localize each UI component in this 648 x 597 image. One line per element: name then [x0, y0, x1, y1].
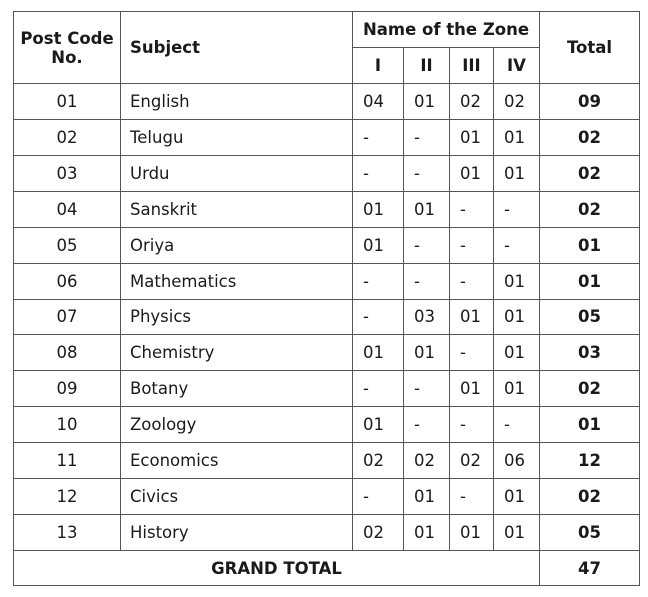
total-cell: 03: [540, 335, 640, 371]
total-cell: 12: [540, 443, 640, 479]
zone-cell: -: [353, 119, 404, 155]
total-cell: 02: [540, 119, 640, 155]
post-code-cell: 02: [14, 119, 121, 155]
zone-cell: 01: [404, 335, 450, 371]
zone-cell: 01: [404, 191, 450, 227]
subject-cell: English: [121, 84, 353, 120]
zone-cell: -: [450, 263, 494, 299]
header-zone: II: [404, 48, 450, 84]
zone-cell: -: [494, 407, 540, 443]
zone-cell: 01: [494, 515, 540, 551]
subject-cell: Urdu: [121, 155, 353, 191]
zone-cell: 01: [494, 299, 540, 335]
total-cell: 02: [540, 191, 640, 227]
zone-cell: -: [404, 371, 450, 407]
header-zone: I: [353, 48, 404, 84]
zone-cell: 02: [353, 515, 404, 551]
zone-cell: -: [353, 299, 404, 335]
zone-cell: 02: [450, 84, 494, 120]
post-code-cell: 10: [14, 407, 121, 443]
zone-cell: -: [450, 407, 494, 443]
header-post-code: Post Code No.: [14, 12, 121, 84]
zone-cell: -: [450, 191, 494, 227]
subject-cell: Mathematics: [121, 263, 353, 299]
zone-cell: 01: [450, 515, 494, 551]
post-code-cell: 07: [14, 299, 121, 335]
header-total: Total: [540, 12, 640, 84]
table-row: [14, 299, 640, 335]
zone-cell: 02: [450, 443, 494, 479]
post-code-cell: 12: [14, 479, 121, 515]
header-subject: Subject: [121, 12, 353, 84]
subject-cell: Civics: [121, 479, 353, 515]
table-row: [14, 227, 640, 263]
post-code-cell: 03: [14, 155, 121, 191]
total-cell: 09: [540, 84, 640, 120]
subject-cell: Telugu: [121, 119, 353, 155]
zone-cell: -: [353, 155, 404, 191]
post-code-cell: 09: [14, 371, 121, 407]
zone-cell: 01: [494, 335, 540, 371]
zone-cell: 01: [353, 191, 404, 227]
zone-cell: 01: [353, 227, 404, 263]
zone-cell: 01: [450, 371, 494, 407]
subject-cell: Botany: [121, 371, 353, 407]
zone-cell: -: [450, 335, 494, 371]
subject-cell: History: [121, 515, 353, 551]
total-cell: 02: [540, 155, 640, 191]
header-zone-group: Name of the Zone: [353, 12, 540, 48]
zone-cell: -: [404, 155, 450, 191]
table-row: [14, 515, 640, 551]
grand-total-value: 47: [540, 551, 640, 586]
zone-cell: -: [353, 263, 404, 299]
post-code-cell: 01: [14, 84, 121, 120]
grand-total-row: [14, 551, 640, 586]
zone-cell: 04: [353, 84, 404, 120]
zone-cell: 01: [494, 119, 540, 155]
total-cell: 01: [540, 407, 640, 443]
total-cell: 02: [540, 479, 640, 515]
total-cell: 01: [540, 263, 640, 299]
zone-cell: 01: [404, 515, 450, 551]
zone-cell: -: [404, 119, 450, 155]
subject-cell: Oriya: [121, 227, 353, 263]
zone-cell: 01: [450, 299, 494, 335]
post-code-cell: 11: [14, 443, 121, 479]
total-cell: 02: [540, 371, 640, 407]
zone-cell: 01: [494, 155, 540, 191]
table-row: [14, 335, 640, 371]
table-row: [14, 84, 640, 120]
zone-cell: -: [353, 479, 404, 515]
post-code-cell: 13: [14, 515, 121, 551]
zone-cell: 01: [353, 407, 404, 443]
table-row: [14, 263, 640, 299]
total-cell: 05: [540, 515, 640, 551]
table-row: [14, 371, 640, 407]
post-code-cell: 06: [14, 263, 121, 299]
zone-cell: 01: [404, 479, 450, 515]
zone-cell: -: [450, 479, 494, 515]
header-zone: III: [450, 48, 494, 84]
header-zone: IV: [494, 48, 540, 84]
zone-cell: 01: [450, 155, 494, 191]
subject-cell: Physics: [121, 299, 353, 335]
zone-cell: -: [404, 407, 450, 443]
table-row: [14, 155, 640, 191]
grand-total-label: GRAND TOTAL: [14, 551, 540, 586]
zone-cell: 01: [494, 263, 540, 299]
subject-cell: Economics: [121, 443, 353, 479]
zone-cell: -: [450, 227, 494, 263]
table-row: [14, 407, 640, 443]
zone-cell: -: [404, 263, 450, 299]
vacancy-table: [13, 11, 640, 586]
zone-cell: -: [353, 371, 404, 407]
zone-cell: -: [494, 191, 540, 227]
zone-cell: 06: [494, 443, 540, 479]
zone-cell: -: [494, 227, 540, 263]
table-row: [14, 479, 640, 515]
zone-cell: 01: [353, 335, 404, 371]
table-body: [14, 84, 640, 551]
zone-cell: 01: [450, 119, 494, 155]
zone-cell: 03: [404, 299, 450, 335]
zone-cell: 01: [494, 479, 540, 515]
zone-cell: 01: [494, 371, 540, 407]
table-row: [14, 191, 640, 227]
subject-cell: Chemistry: [121, 335, 353, 371]
post-code-cell: 04: [14, 191, 121, 227]
zone-cell: 02: [494, 84, 540, 120]
post-code-cell: 08: [14, 335, 121, 371]
post-code-cell: 05: [14, 227, 121, 263]
zone-cell: 02: [404, 443, 450, 479]
zone-cell: 01: [404, 84, 450, 120]
subject-cell: Zoology: [121, 407, 353, 443]
table-row: [14, 443, 640, 479]
subject-cell: Sanskrit: [121, 191, 353, 227]
zone-cell: 02: [353, 443, 404, 479]
zone-cell: -: [404, 227, 450, 263]
table-row: [14, 119, 640, 155]
total-cell: 05: [540, 299, 640, 335]
total-cell: 01: [540, 227, 640, 263]
